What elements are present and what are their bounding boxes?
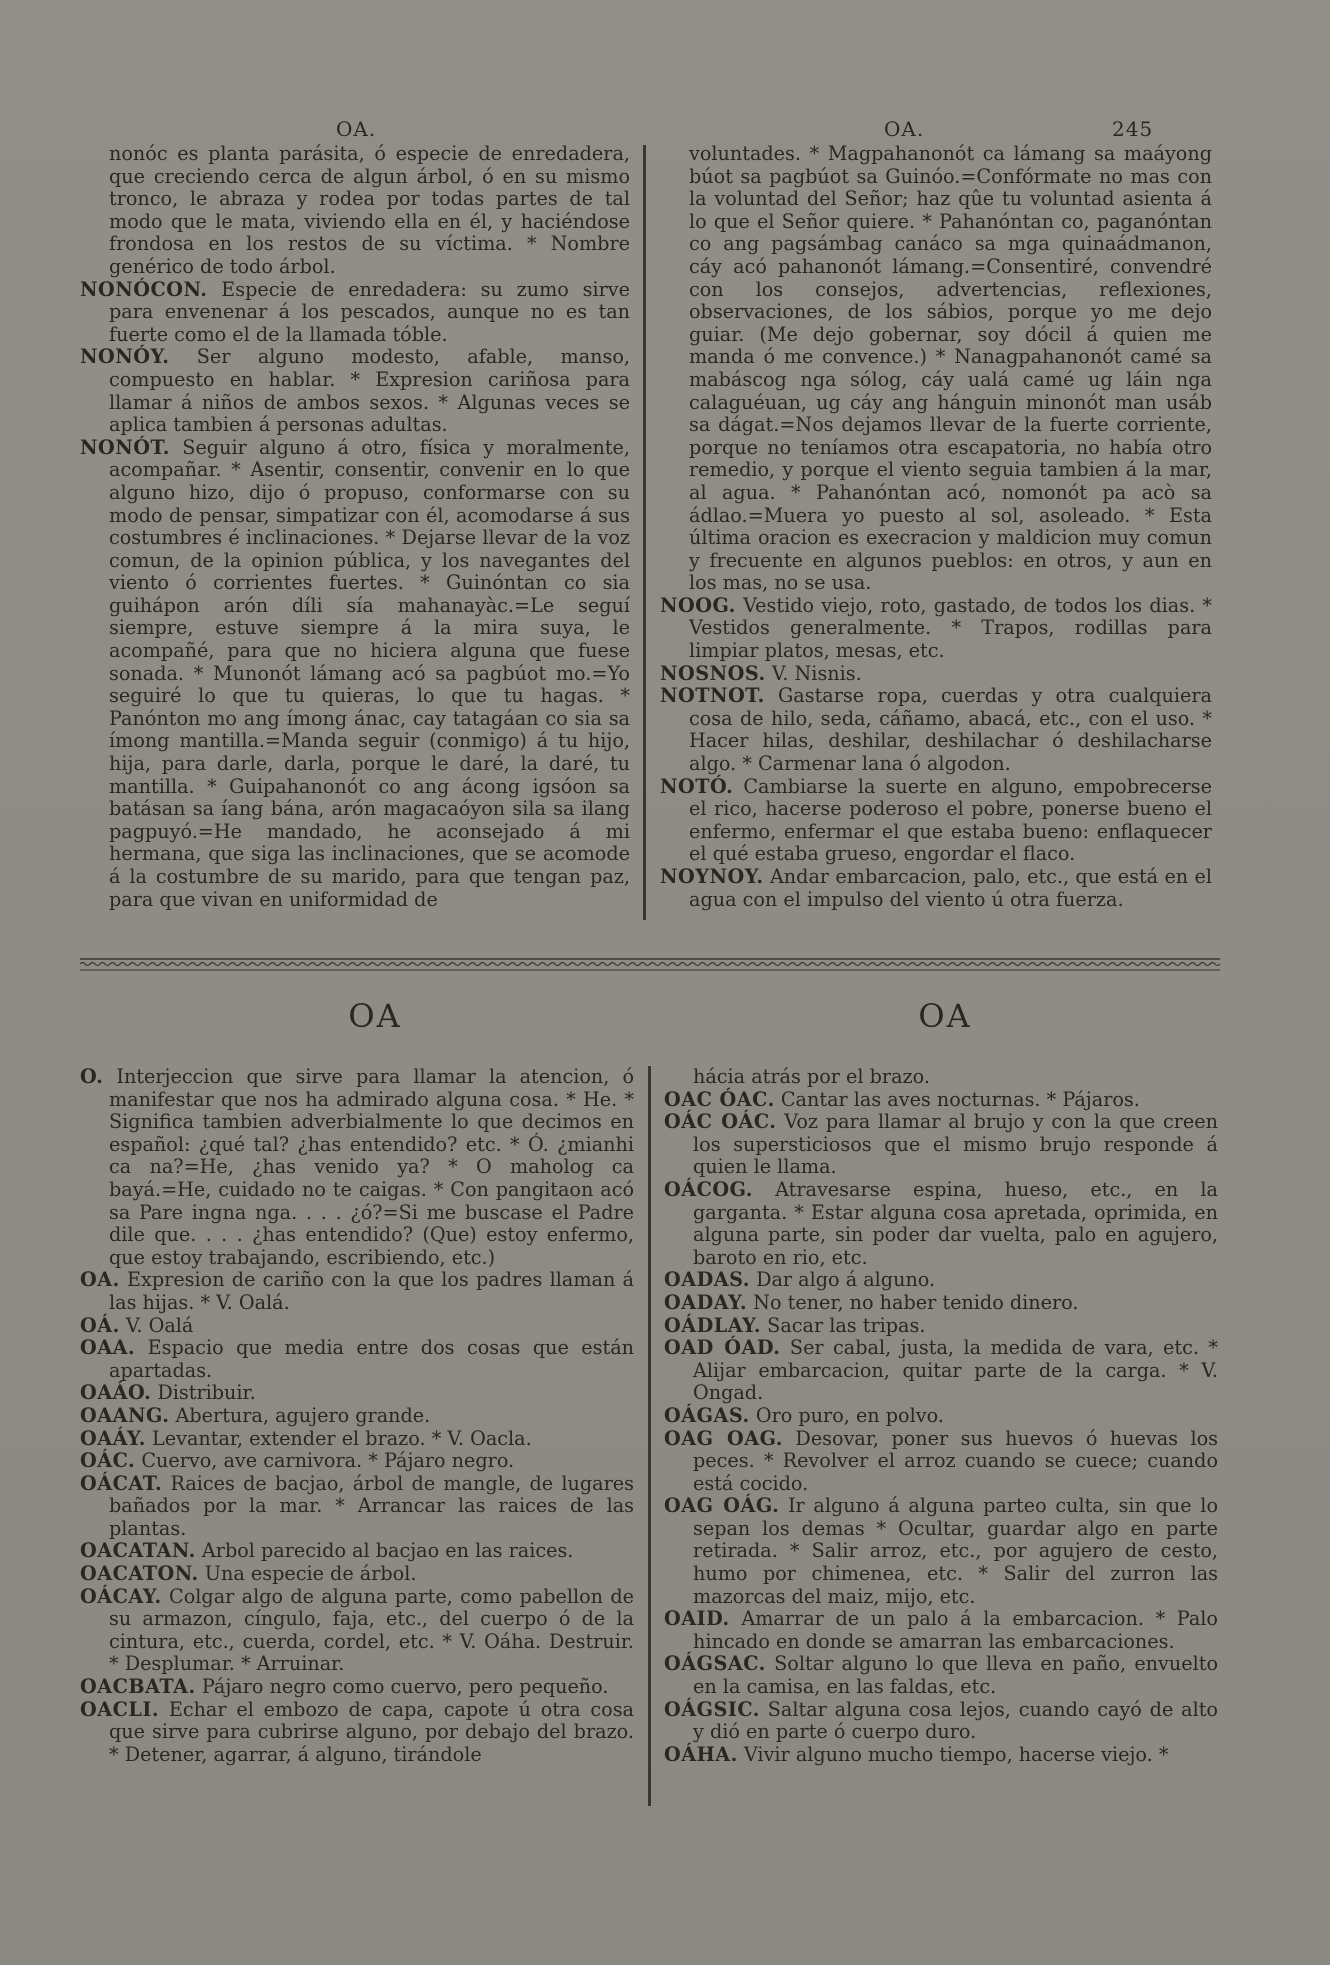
entry-headword: OACLI. xyxy=(80,1697,160,1721)
entry-definition: nonóc es planta parásita, ó especie de enredadera, que creciendo cerca de algun árbol, ó en su mismo tronco, le abraza y rodea por todas partes de tal modo que le mata, viviendo ella en él, y haciéndose frondosa en los restos de su víctima. * Nombre genérico de todo árbol. xyxy=(109,142,630,278)
entry-definition: Atravesarse espina, hueso, etc., en la garganta. * Estar alguna cosa apretada, oprimida, en alguna parte, sin poder dar vuelta, palo en agujero, baroto en rio, etc. xyxy=(693,1177,1218,1269)
left-running-head: OA. xyxy=(336,117,377,141)
entry-definition: Una especie de árbol. xyxy=(198,1562,417,1586)
dictionary-entry xyxy=(664,1269,1218,1292)
page-number: 245 xyxy=(1112,117,1154,141)
entry-definition: Colgar algo de alguna parte, como pabellon de su armazon, cíngulo, faja, etc., del cuerpo ó de la cintura, etc., cuerda, cordel, etc. * V. Oáha. Destruir. * Desplumar. * Arruinar. xyxy=(109,1584,634,1676)
dictionary-entry xyxy=(80,1405,634,1428)
dictionary-entry xyxy=(80,1066,634,1269)
entry-headword: OAÁY. xyxy=(80,1426,146,1450)
top-right-column xyxy=(660,143,1212,911)
entry-headword: OÁGSAC. xyxy=(664,1652,766,1676)
entry-headword: OAG OÁG. xyxy=(664,1494,780,1518)
dictionary-entry xyxy=(80,1586,634,1676)
entry-headword: OÁC OÁC. xyxy=(664,1110,777,1134)
entry-headword: OA. xyxy=(80,1268,120,1292)
entry-definition: Distribuir. xyxy=(151,1381,256,1405)
entry-definition: hácia atrás por el brazo. xyxy=(693,1065,930,1088)
entry-headword: OÁC. xyxy=(80,1449,136,1473)
dictionary-entry xyxy=(664,1179,1218,1269)
right-section-head: OA xyxy=(918,997,972,1035)
dictionary-entry xyxy=(660,866,1212,911)
dictionary-entry xyxy=(80,1382,634,1405)
entry-headword: NOTÓ. xyxy=(660,774,734,798)
dictionary-entry xyxy=(664,1089,1218,1112)
entry-definition: Soltar alguno lo que lleva en paño, envuelto en la camisa, en las faldas, etc. xyxy=(693,1652,1218,1699)
entry-definition: Andar embarcacion, palo, etc., que está en el agua con el impulso del viento ú otra fuerza. xyxy=(689,865,1212,911)
continued-entry xyxy=(660,143,1212,595)
dictionary-entry xyxy=(660,685,1212,775)
dictionary-entry xyxy=(660,663,1212,686)
entry-definition: Seguir alguno á otro, física y moralmente, acompañar. * Asentir, consentir, convenir en lo que alguno hizo, dijo ó propuso, conformarse con su modo de pensar, simpatizar con él, acomodarse á sus costumbres é inclinaciones. * Dejarse llevar de la voz comun, de la opinion pública, y los navegantes del viento ó corrientes fuertes. * Guinóntan co sia guihápon arón díli sía mahanayàc.=Le seguí siempre, estuve siempre á la mira suya, le acompañé, para que no hiciera alguna que fuese sonada. * Munonót lámang acó sa pagbúot mo.=Yo seguiré lo que tu quieras, lo que tu hagas. * Panónton mo ang ímong ánac, cay tatagáan co sia sa ímong mantilla.=Manda seguir (conmigo) á tu hijo, hija, para darle, darla, porque le daré, la daré, tu mantilla. * Guipahanonót co ang ácong igsóon sa batásan sa íang bána, arón magacaóyon sila sa ilang pagpuyó.=He mandado, he aconsejado á mi hermana, que siga las inclinaciones, que se acomode á la costumbre de su marido, para que tengan paz, para que vivan en uniformidad de xyxy=(109,435,630,911)
dictionary-entry xyxy=(80,1676,634,1699)
entry-headword: OÁCAT. xyxy=(80,1471,163,1495)
entry-headword: OACBATA. xyxy=(80,1675,196,1699)
dictionary-entry xyxy=(80,1563,634,1586)
bottom-left-column xyxy=(80,1066,634,1766)
dictionary-entry xyxy=(80,1473,634,1541)
entry-definition: Amarrar de un palo á la embarcacion. * Palo hincado en donde se amarran las embarcaciones. xyxy=(693,1607,1218,1653)
entry-headword: OAID. xyxy=(664,1607,730,1631)
entry-headword: OADAS. xyxy=(664,1268,750,1292)
entry-definition: Dar algo á alguno. xyxy=(749,1268,936,1292)
entry-definition: Echar el embozo de capa, capote ú otra cosa que sirve para cubrirse alguno, por debajo del brazo. * Detener, agarrar, á alguno, tirándole xyxy=(109,1697,634,1766)
entry-definition: Arbol parecido al bacjao en las raices. xyxy=(195,1539,574,1563)
entry-definition: Cuervo, ave carnivora. * Pájaro negro. xyxy=(135,1449,515,1473)
entry-definition: Abertura, agujero grande. xyxy=(169,1403,431,1427)
entry-headword: NOOG. xyxy=(660,593,736,617)
entry-definition: Expresion de cariño con la que los padres llaman á las hijas. * V. Oalá. xyxy=(109,1268,634,1314)
dictionary-entry xyxy=(664,1653,1218,1698)
entry-headword: OADAY. xyxy=(664,1290,748,1314)
entry-definition: Desovar, poner sus huevos ó huevas los peces. * Revolver el arroz cuando se cuece; cuando está cocido. xyxy=(693,1426,1218,1495)
dictionary-entry xyxy=(660,776,1212,866)
dictionary-entry xyxy=(664,1428,1218,1496)
entry-headword: NONÓCON. xyxy=(80,277,208,301)
entry-definition: Vestido viejo, roto, gastado, de todos los dias. * Vestidos generalmente. * Trapos, rodillas para limpiar platos, mesas, etc. xyxy=(689,593,1212,663)
entry-definition: Saltar alguna cosa lejos, cuando cayó de alto y dió en parte ó cuerpo duro. xyxy=(693,1697,1218,1744)
entry-headword: OACATAN. xyxy=(80,1539,196,1563)
dictionary-entry xyxy=(664,1292,1218,1315)
entry-headword: OACATON. xyxy=(80,1562,199,1586)
entry-headword: OÁCAY. xyxy=(80,1584,162,1608)
entry-definition: V. Nisnis. xyxy=(765,661,862,685)
entry-definition: Gastarse ropa, cuerdas y otra cualquiera cosa de hilo, seda, cáñamo, abacá, etc., con el uso. * Hacer hilas, deshilar, deshilachar ó deshilacharse algo. * Carmenar lana ó algodon. xyxy=(689,684,1212,776)
entry-definition: Pájaro negro como cuervo, pero pequeño. xyxy=(195,1675,609,1699)
entry-headword: OÁDLAY. xyxy=(664,1313,762,1337)
entry-definition: Ir alguno á alguna parteo culta, sin que lo sepan los demas * Ocultar, guardar algo en parte retirada. * Salir arroz, etc., por agujero de cesto, humo por chimenea, etc. * Salir del zurron las mazorcas del maiz, mijo, etc. xyxy=(693,1494,1218,1608)
section-divider xyxy=(80,956,1220,972)
dictionary-entry xyxy=(664,1608,1218,1653)
entry-definition: Interjeccion que sirve para llamar la atencion, ó manifestar que nos ha admirado alguna cosa. * He. * Significa tambien adverbialmente lo que decimos en español: ¿qué tal? ¿has entendido? etc. * Ó. ¿mianhi ca na?=He, ¿has venido ya? * O maholog ca bayá.=He, cuidado no te caigas. * Con pangitaon acó sa Pare ingna nga. . . . ¿ó?=Si me buscase el Padre dile que. . . . ¿has entendido? (Que) estoy enfermo, que estoy trabajando, escribiendo, etc.) xyxy=(103,1065,634,1269)
dictionary-entry xyxy=(664,1699,1218,1744)
dictionary-entry xyxy=(664,1315,1218,1338)
entry-headword: OAD ÓAD. xyxy=(664,1336,781,1360)
continued-entry xyxy=(664,1066,1218,1089)
entry-definition: No tener, no haber tenido dinero. xyxy=(747,1290,1079,1314)
dictionary-entry xyxy=(80,1315,634,1338)
dictionary-entry xyxy=(664,1744,1218,1767)
dictionary-entry xyxy=(80,1337,634,1382)
dictionary-entry xyxy=(660,595,1212,663)
entry-headword: NONÓT. xyxy=(80,435,170,459)
dictionary-entry xyxy=(80,1450,634,1473)
entry-headword: OAANG. xyxy=(80,1403,170,1427)
dictionary-entry xyxy=(80,1428,634,1451)
right-running-head: OA. xyxy=(884,117,925,141)
dictionary-entry xyxy=(80,1540,634,1563)
entry-headword: OAÁO. xyxy=(80,1381,152,1405)
dictionary-entry xyxy=(80,437,630,911)
top-column-rule xyxy=(643,145,646,920)
dictionary-entry xyxy=(664,1337,1218,1405)
dictionary-entry xyxy=(664,1495,1218,1608)
entry-definition: Vivir alguno mucho tiempo, hacerse viejo. * xyxy=(737,1742,1169,1766)
entry-headword: NOTNOT. xyxy=(660,684,765,708)
entry-definition: voluntades. * Magpahanonót ca lámang sa maáyong búot sa pagbúot sa Guinóo.=Confórmate no mas con la voluntad del Señor; haz qûe tu voluntad asienta á lo que el Señor quiere. * Pahanóntan co, paganóntan co ang pagsámbag canáco sa mga quinaádmanon, cáy acó pahanonót lámang.=Consentiré, convendré con los consejos, advertencias, reflexiones, observaciones, de los sábios, porque yo me dejo guiar. (Me dejo gobernar, soy dócil á quien me manda ó me convence.) * Nanagpahanonót camé sa mabáscog nga sólog, cáy ualá camé ug láin nga calaguéuan, ug cáy ang hánguin minonót man usáb sa dágat.=Nos dejamos llevar de la fuerte corriente, porque no teníamos otra escapatoria, no había otro remedio, y porque el viento seguia tambien á la mar, al agua. * Pahanóntan acó, nomonót pa acò sa ádlao.=Muera yo puesto al sol, asoleado. * Esta última oracion es execracion y maldicion muy comun y frecuente en algunos pueblos: en otros, y aun en los mas, no se usa. xyxy=(689,142,1212,595)
entry-definition: Ser cabal, justa, la medida de vara, etc. * Alijar embarcacion, quitar parte de la carga. * V. Ongad. xyxy=(693,1336,1218,1405)
entry-definition: Especie de enredadera: su zumo sirve para envenenar á los pescados, aunque no es tan fuerte como el de la llamada tóble. xyxy=(109,277,630,346)
entry-definition: Oro puro, en polvo. xyxy=(749,1403,944,1427)
entry-definition: Sacar las tripas. xyxy=(761,1313,926,1337)
entry-headword: OÁGAS. xyxy=(664,1403,750,1427)
entry-headword: OAG OAG. xyxy=(664,1426,783,1450)
dictionary-entry xyxy=(80,346,630,436)
entry-definition: Ser alguno modesto, afable, manso, compuesto en hablar. * Expresion cariñosa para llamar á niños de ambos sexos. * Algunas veces se aplica tambien á personas adultas. xyxy=(109,345,630,437)
bottom-column-rule xyxy=(648,1066,651,1806)
left-section-head: OA xyxy=(348,997,402,1035)
entry-definition: Raices de bacjao, árbol de mangle, de lugares bañados por la mar. * Arrancar las raices de las plantas. xyxy=(109,1471,634,1540)
entry-headword: NONÓY. xyxy=(80,345,170,369)
top-left-column xyxy=(80,143,630,911)
entry-definition: Espacio que media entre dos cosas que están apartadas. xyxy=(109,1336,634,1382)
dictionary-entry xyxy=(80,279,630,347)
entry-headword: OÁ. xyxy=(80,1313,120,1337)
continued-entry xyxy=(80,143,630,279)
entry-definition: Cambiarse la suerte en alguno, empobrecerse el rico, hacerse poderoso el pobre, ponerse bueno el enfermo, enfermar el que estaba bueno: enflaquecer el qué estaba grueso, engordar el flaco. xyxy=(689,774,1212,866)
entry-headword: NOSNOS. xyxy=(660,661,766,685)
entry-headword: OÁHA. xyxy=(664,1742,738,1766)
entry-headword: NOYNOY. xyxy=(660,865,764,888)
entry-definition: Cantar las aves nocturnas. * Pájaros. xyxy=(774,1087,1140,1111)
entry-headword: OÁGSIC. xyxy=(664,1697,760,1721)
dictionary-entry xyxy=(80,1269,634,1314)
dictionary-entry xyxy=(80,1699,634,1767)
bottom-right-column xyxy=(664,1066,1218,1766)
entry-headword: OAC ÓAC. xyxy=(664,1087,775,1111)
entry-definition: V. Oalá xyxy=(119,1313,194,1337)
entry-headword: OAA. xyxy=(80,1336,136,1360)
entry-headword: O. xyxy=(80,1065,104,1088)
dictionary-entry xyxy=(664,1405,1218,1428)
entry-definition: Levantar, extender el brazo. * V. Oacla. xyxy=(145,1426,532,1450)
entry-headword: OÁCOG. xyxy=(664,1177,753,1201)
entry-definition: Voz para llamar al brujo y con la que creen los supersticiosos que el mismo brujo responde á quien le llama. xyxy=(693,1110,1218,1179)
dictionary-entry xyxy=(664,1111,1218,1179)
